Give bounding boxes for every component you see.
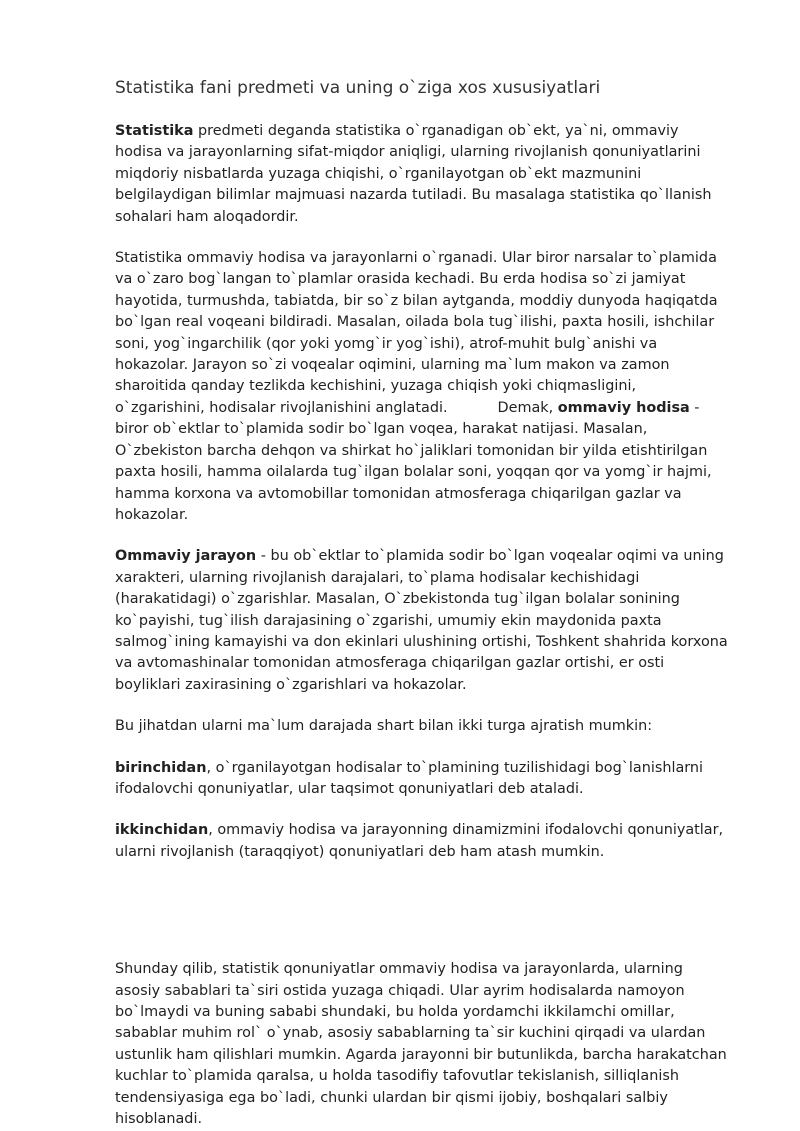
paragraph-text: - bu ob`ektlar to`plamida sodir bo`lgan voqealar oqimi va uning xarakteri, ularning rivojlanish darajalari, to`plama hodisalar kechishidagi (harakatidagi) o`zgarishlar. Masalan, O`zbekistonda tug`ilgan bolalar sonining ko`payishi, tug`ilish darajasining o`zgarishi, umumiy ekin maydonida paxta salmog`ining kamayishi va don ekinlari ulushining ortishi, Toshkent shahrida korxona va avtomashinalar tomonidan atmosferaga chiqarilgan gazlar ortishi, er osti boyliklari zaxirasining o`zgarishlari va hokazolar. [115, 548, 728, 693]
paragraph-text: Shunday qilib, statistik qonuniyatlar ommaviy hodisa va jarayonlarda, ularning asosiy sabablari ta`siri ostida yuzaga chiqadi. Ular ayrim hodisalarda namoyon bo`lmaydi va buning sababi shundaki, bu holda yordamchi ikkilamchi omillar, sabablar muhim rol` o`ynab, asosiy sabablarning ta`sir kuchini qirqadi va ulardan ustunlik ham qilishlari mumkin. Agarda jarayonni bir butunlikda, barcha harakatchan kuchlar to`plamida qaralsa, u holda tasodifiy tafovutlar tekislanish, silliqlanish tendensiyasiga ega bo`ladi, chunki ulardan bir qismi ijobiy, boshqalari salbiy hisoblanadi. [115, 961, 727, 1128]
term-ikkinchidan: ikkinchidan [115, 822, 209, 839]
term-ommaviy-jarayon: Ommaviy jarayon [115, 548, 257, 565]
paragraph-text: - biror ob`ektlar to`plamida sodir bo`lgan voqea, harakat natijasi. Masalan, O`zbekiston barcha dehqon va shirkat ho`jaliklari tomonidan bir yilda etishtirilgan paxta hosili, hamma oilalarda tug`ilgan bolalar soni, yoqqan qor va yomg`ir hajmi, hamma korxona va avtomobillar tomonidan atmosferaga chiqarilgan gazlar va hokazolar. [115, 399, 712, 523]
paragraph-text: , o`rganilayotgan hodisalar to`plamining tuzilishidagi bog`lanishlarni ifodalovchi qonuniyatlar, ular taqsimot qonuniyatlari deb ataladi. [115, 759, 704, 797]
paragraph-ommaviy-jarayon [115, 546, 730, 696]
term-ommaviy-hodisa: ommaviy hodisa [557, 399, 690, 416]
paragraph-text: Demak, [497, 399, 558, 416]
paragraph-text: , ommaviy hodisa va jarayonning dinamizmini ifodalovchi qonuniyatlar, ularni rivojlanish (taraqqiyot) qonuniyatlari deb ham atash mumkin. [115, 822, 724, 860]
paragraph-text: predmeti deganda statistika o`rganadigan ob`ekt, ya`ni, ommaviy hodisa va jarayonlarning sifat-miqdor aniqligi, ularning rivojlanish qonuniyatlarini miqdoriy nisbatlarda yuzaga chiqishi, o`rganilayotgan ob`ekt mazmunini belgilaydigan bilimlar majmuasi nazarda tutiladi. Bu masalaga statistika qo`llanish sohalari ham aloqadordir. [115, 123, 712, 225]
paragraph-ikkinchidan [115, 820, 730, 863]
term-statistika: Statistika [115, 123, 194, 139]
paragraph-two-types [115, 716, 730, 737]
paragraph-birinchidan [115, 758, 730, 801]
term-birinchidan: birinchidan [115, 759, 207, 776]
paragraph-text: Statistika ommaviy hodisa va jarayonlarni o`rganadi. Ular biror narsalar to`plamida va o`zaro bog`langan to`plamlar orasida kechadi. Bu erda hodisa so`zi jamiyat hayotida, turmushda, tabiatda, bir so`z bilan aytganda, moddiy dunyoda haqiqatda bo`lgan real voqeani bildiradi. Masalan, oilada bola tug`ilishi, paxta hosili, ishchilar soni, yog`ingarchilik (qor yoki yomg`ir yog`ishi), atrof-muhit bulg`anishi va hokazolar. Jarayon so`zi voqealar oqimini, ularning ma`lum makon va zamon sharoitida qanday tezlikda kechishini, yuzaga chiqish yoki chiqmasligini, o`zgarishini, hodisalar rivojlanishini anglatadi. [115, 250, 718, 416]
paragraph-ommaviy-hodisa [115, 248, 730, 526]
paragraph-conclusion [115, 959, 730, 1130]
document-title: Statistika fani predmeti va uning o`ziga xos xususiyatlari [115, 78, 601, 98]
paragraph-text: Bu jihatdan ularni ma`lum darajada shart bilan ikki turga ajratish mumkin: [115, 718, 653, 735]
paragraph-statistika-definition [115, 121, 730, 228]
